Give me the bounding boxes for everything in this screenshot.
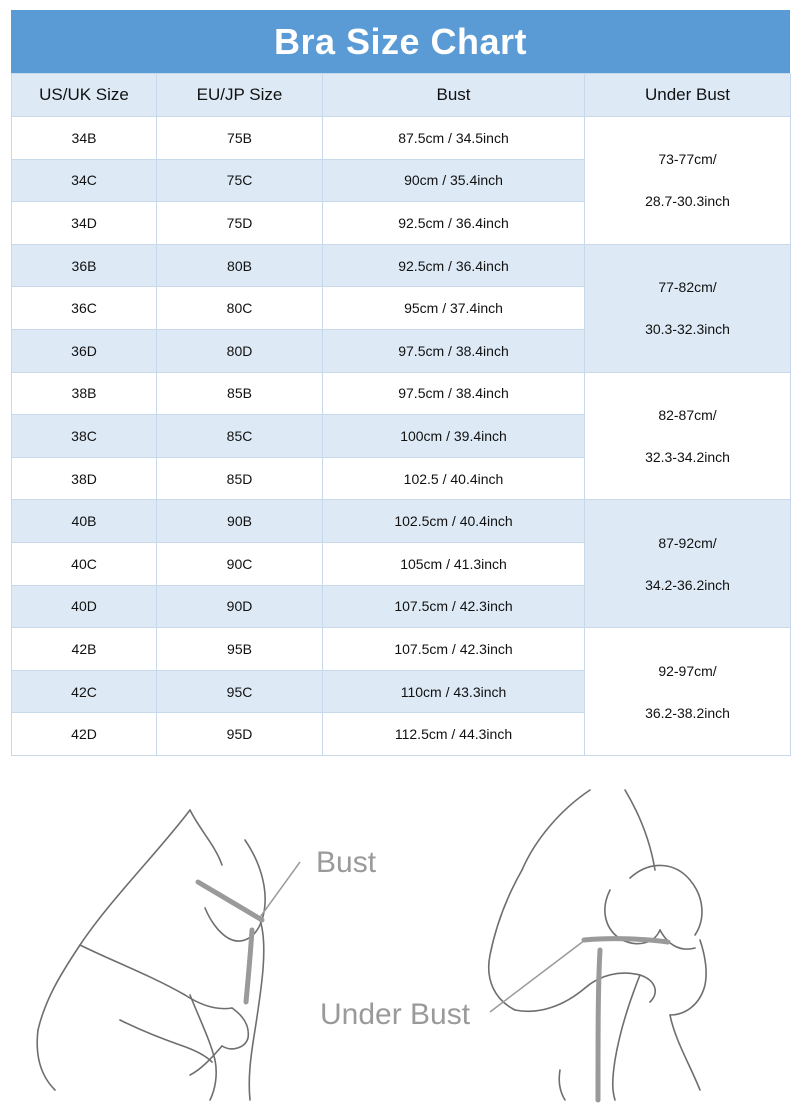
table-row: [12, 500, 791, 543]
bust-cell: 90cm / 35.4inch: [323, 159, 585, 202]
us-uk-size-cell: 42D: [12, 713, 157, 756]
us-uk-size-cell: 42C: [12, 670, 157, 713]
bust-cell: 97.5cm / 38.4inch: [323, 329, 585, 372]
table-row: [12, 628, 791, 671]
us-uk-size-cell: 38B: [12, 372, 157, 415]
under-bust-cell: [585, 117, 791, 245]
us-uk-size-cell: 34B: [12, 117, 157, 160]
bust-cell: 87.5cm / 34.5inch: [323, 117, 585, 160]
eu-jp-size-cell: 85B: [157, 372, 323, 415]
eu-jp-size-cell: 85D: [157, 457, 323, 500]
table-row: [12, 372, 791, 415]
under-bust-cm: 87-92cm/: [658, 534, 717, 551]
under-bust-cell: [585, 372, 791, 500]
eu-jp-size-cell: 85C: [157, 415, 323, 458]
eu-jp-size-cell: 95B: [157, 628, 323, 671]
under-bust-label: Under Bust: [320, 998, 471, 1031]
under-bust-inch: 36.2-38.2inch: [645, 704, 730, 721]
us-uk-size-cell: 34D: [12, 202, 157, 245]
eu-jp-size-cell: 75C: [157, 159, 323, 202]
under-bust-inch: 28.7-30.3inch: [645, 193, 730, 210]
us-uk-size-cell: 40D: [12, 585, 157, 628]
bust-cell: 102.5 / 40.4inch: [323, 457, 585, 500]
table-header-row: [12, 74, 791, 117]
bust-cell: 97.5cm / 38.4inch: [323, 372, 585, 415]
under-bust-cell: [585, 500, 791, 628]
under-bust-inch: 30.3-32.3inch: [645, 321, 730, 338]
chart-title: Bra Size Chart: [11, 10, 790, 73]
eu-jp-size-cell: 95D: [157, 713, 323, 756]
eu-jp-size-cell: 75D: [157, 202, 323, 245]
eu-jp-size-cell: 90D: [157, 585, 323, 628]
under-bust-tape: [584, 939, 668, 1100]
bust-cell: 110cm / 43.3inch: [323, 670, 585, 713]
under-bust-cm: 92-97cm/: [658, 662, 717, 679]
us-uk-size-cell: 40C: [12, 542, 157, 585]
under-bust-cm: 73-77cm/: [658, 151, 717, 168]
us-uk-size-cell: 38C: [12, 415, 157, 458]
eu-jp-size-cell: 90C: [157, 542, 323, 585]
bust-cell: 112.5cm / 44.3inch: [323, 713, 585, 756]
eu-jp-size-cell: 80C: [157, 287, 323, 330]
under-bust-cell: [585, 244, 791, 372]
under-bust-pointer-line: [490, 940, 585, 1012]
under-bust-inch: 32.3-34.2inch: [645, 448, 730, 465]
eu-jp-size-cell: 80D: [157, 329, 323, 372]
bust-label: Bust: [316, 846, 377, 879]
bust-tape: [198, 882, 262, 1002]
bust-cell: 100cm / 39.4inch: [323, 415, 585, 458]
bust-measure-figure: [37, 810, 265, 1100]
under-bust-cm: 77-82cm/: [658, 279, 717, 296]
under-bust-cm: 82-87cm/: [658, 406, 717, 423]
us-uk-size-cell: 36C: [12, 287, 157, 330]
us-uk-size-cell: 34C: [12, 159, 157, 202]
us-uk-size-cell: 36D: [12, 329, 157, 372]
measurement-illustration: [0, 770, 800, 1104]
header-under-bust: Under Bust: [585, 74, 791, 117]
bust-cell: 92.5cm / 36.4inch: [323, 244, 585, 287]
bust-cell: 105cm / 41.3inch: [323, 542, 585, 585]
header-eu-jp-size: EU/JP Size: [157, 74, 323, 117]
header-bust: Bust: [323, 74, 585, 117]
us-uk-size-cell: 42B: [12, 628, 157, 671]
eu-jp-size-cell: 80B: [157, 244, 323, 287]
bust-cell: 107.5cm / 42.3inch: [323, 585, 585, 628]
under-bust-cell: [585, 628, 791, 756]
header-us-uk-size: US/UK Size: [12, 74, 157, 117]
bust-cell: 107.5cm / 42.3inch: [323, 628, 585, 671]
us-uk-size-cell: 38D: [12, 457, 157, 500]
table-row: [12, 117, 791, 160]
us-uk-size-cell: 36B: [12, 244, 157, 287]
under-bust-inch: 34.2-36.2inch: [645, 576, 730, 593]
eu-jp-size-cell: 95C: [157, 670, 323, 713]
bust-cell: 95cm / 37.4inch: [323, 287, 585, 330]
eu-jp-size-cell: 90B: [157, 500, 323, 543]
bust-cell: 92.5cm / 36.4inch: [323, 202, 585, 245]
table-row: [12, 244, 791, 287]
size-table: [11, 73, 791, 756]
us-uk-size-cell: 40B: [12, 500, 157, 543]
eu-jp-size-cell: 75B: [157, 117, 323, 160]
bust-cell: 102.5cm / 40.4inch: [323, 500, 585, 543]
